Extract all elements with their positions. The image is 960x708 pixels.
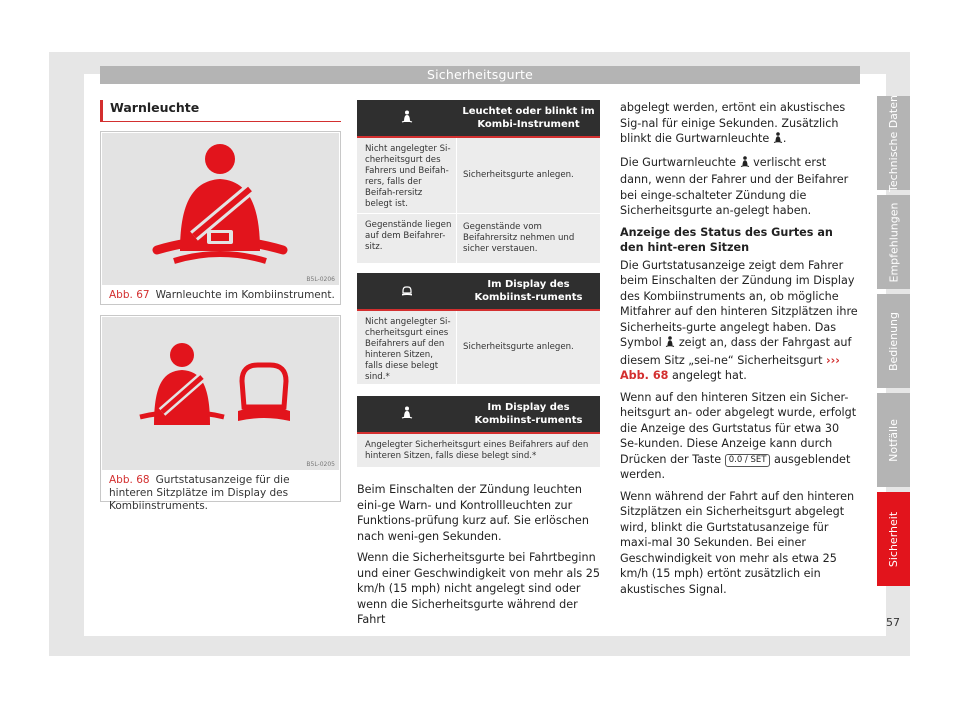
tab-label: Bedienung xyxy=(887,311,900,371)
paragraph: Beim Einschalten der Zündung leuchten eini-ge Warn- und Kontrollleuchten zur Funktions-prüfung kurz auf. Sie erlöschen nach weni-gen Sekunden. xyxy=(357,483,589,543)
figure-67 xyxy=(100,131,341,305)
figure-label: Abb. 68 xyxy=(109,474,150,486)
paragraph xyxy=(620,100,860,149)
table-row xyxy=(357,311,600,385)
figure-67-caption xyxy=(109,289,335,302)
figure-code: B5L-0205 xyxy=(306,461,335,468)
set-key-label: 0.0 / SET xyxy=(725,454,771,467)
table-row xyxy=(357,434,600,468)
table-cell: Gegenstände vom Beifahrersitz nehmen und sicher verstauen. xyxy=(463,222,575,254)
tab-label: Technische Daten xyxy=(887,94,901,192)
text-run: angelegt hat. xyxy=(671,369,747,382)
indicator-table-2 xyxy=(357,273,600,385)
seatbelt-fastened-icon xyxy=(357,405,457,424)
figure-68 xyxy=(100,315,341,512)
figure-reference-link[interactable]: ››› Abb. 68 xyxy=(620,353,840,382)
paragraph: Wenn während der Fahrt auf den hinteren Sitzplätzen ein Sicherheitsgurt abgelegt wird, blinkt die Gurtstatusanzeige für maxi-mal 30 Sekunden. Bei einer Geschwindigkeit von mehr als etwa 25 km/h (15 mph) ertönt zusätzlich ein akustisches Signal. xyxy=(620,489,855,596)
table-cell: Nicht angelegter Si-cherheitsgurt des Fahrers und Beifah-rers, falls der Beifah-rersitz belegt ist. xyxy=(357,138,457,213)
figure-68-caption xyxy=(109,474,334,513)
belt-status-illustration xyxy=(102,317,339,470)
text-run: . xyxy=(782,132,787,145)
text-run: verlischt erst dann, wenn der Fahrer und der Beifahrer bei einge-schalteter Zündung die Sicherheitsgurte an-gelegt haben. xyxy=(620,155,849,217)
text-run: zeigt an, dass der Fahrgast auf diesem Sitz „sei-ne“ Sicherheitsgurt xyxy=(620,336,852,367)
table-header-text: Im Display des Kombiinst-ruments xyxy=(474,402,583,426)
tab-bedienung[interactable] xyxy=(877,294,910,388)
tab-technische-daten[interactable] xyxy=(877,96,910,190)
figure-code: B5L-0206 xyxy=(306,276,335,283)
section-title: Warnleuchte xyxy=(100,100,340,122)
paragraph xyxy=(620,155,860,219)
table-header xyxy=(357,100,600,138)
subheading: Anzeige des Status des Gurtes an den hint-eren Sitzen xyxy=(620,225,833,254)
text-run: Die Gurtstatusanzeige zeigt dem Fahrer beim Einschalten der Zündung im Display des Kombiinstruments an, ob mögliche Mitfahrer auf den hinteren Sitzplätzen ihre Sicherheits-gurte angelegt haben. Das Symbol xyxy=(620,258,858,349)
table-cell: Sicherheitsgurte anlegen. xyxy=(463,170,574,180)
paragraph: Wenn die Sicherheitsgurte bei Fahrtbeginn und einer Geschwindigkeit von mehr als 25 km/h (15 mph) nicht angelegt sind oder wenn die Sicherheitsgurte während der Fahrt xyxy=(357,551,600,626)
seatbelt-warning-icon xyxy=(740,156,750,173)
figure-68-image xyxy=(102,317,339,470)
table-header xyxy=(357,396,600,434)
tab-label: Notfälle xyxy=(887,418,901,462)
tab-label: Empfehlungen xyxy=(887,202,901,282)
paragraph xyxy=(620,258,860,384)
figure-label: Abb. 67 xyxy=(109,289,150,301)
text-run: Die Gurtwarnleuchte xyxy=(620,155,736,169)
tab-sicherheit[interactable] xyxy=(877,492,910,586)
table-cell: Nicht angelegter Si-cherheitsgurt eines Beifahrers auf den hinteren Sitzen, falls diese belegt sind.* xyxy=(357,311,457,384)
seatbelt-warning-icon xyxy=(357,109,457,128)
chapter-header: Sicherheitsgurte xyxy=(100,66,860,84)
table-header-text: Im Display des Kombiinst-ruments xyxy=(474,279,583,303)
table-row xyxy=(357,214,600,264)
empty-seat-icon xyxy=(357,282,457,301)
indicator-table-1 xyxy=(357,100,600,264)
body-text-column-3 xyxy=(620,100,860,603)
figure-caption-text: Gurtstatusanzeige für die hinteren Sitzplätze im Display des Kombiinstruments. xyxy=(109,474,290,512)
section-rule xyxy=(100,121,341,122)
table-header-text: Leuchtet oder blinkt im Kombi-Instrument xyxy=(462,106,595,130)
table-cell: Angelegter Sicherheitsgurt eines Beifahrers auf den hinteren Sitzen, falls diese belegt sind.* xyxy=(365,440,589,461)
text-run: ausgeblendet werden. xyxy=(620,452,851,481)
text-run: Wenn auf den hinteren Sitzen ein Sicher-heitsgurt an- oder abgelegt wurde, erfolgt die Anzeige des Gurtstatus für etwa 30 Se-kunden. Diese Anzeige kann durch Drücken der Taste xyxy=(620,390,857,466)
table-header xyxy=(357,273,600,311)
page-number: 57 xyxy=(886,616,900,629)
paragraph xyxy=(620,390,860,483)
seatbelt-fastened-icon xyxy=(665,336,675,353)
table-cell: Gegenstände liegen auf dem Beifahrer-sitz. xyxy=(357,214,457,263)
text-run: abgelegt werden, ertönt ein akustisches Sig-nal für einige Sekunden. Zusätzlich blinkt die Gurtwarnleuchte xyxy=(620,101,846,145)
tab-label: Sicherheit xyxy=(887,511,901,567)
figure-67-image xyxy=(102,133,339,285)
indicator-table-3 xyxy=(357,396,600,468)
body-text-column-2 xyxy=(357,482,600,634)
seatbelt-warning-icon xyxy=(773,132,783,149)
tab-empfehlungen[interactable] xyxy=(877,195,910,289)
tab-notfaelle[interactable] xyxy=(877,393,910,487)
table-cell: Sicherheitsgurte anlegen. xyxy=(463,342,574,352)
seatbelt-warning-illustration xyxy=(102,133,339,285)
table-row xyxy=(357,138,600,214)
figure-caption-text: Warnleuchte im Kombiinstrument. xyxy=(155,289,335,301)
